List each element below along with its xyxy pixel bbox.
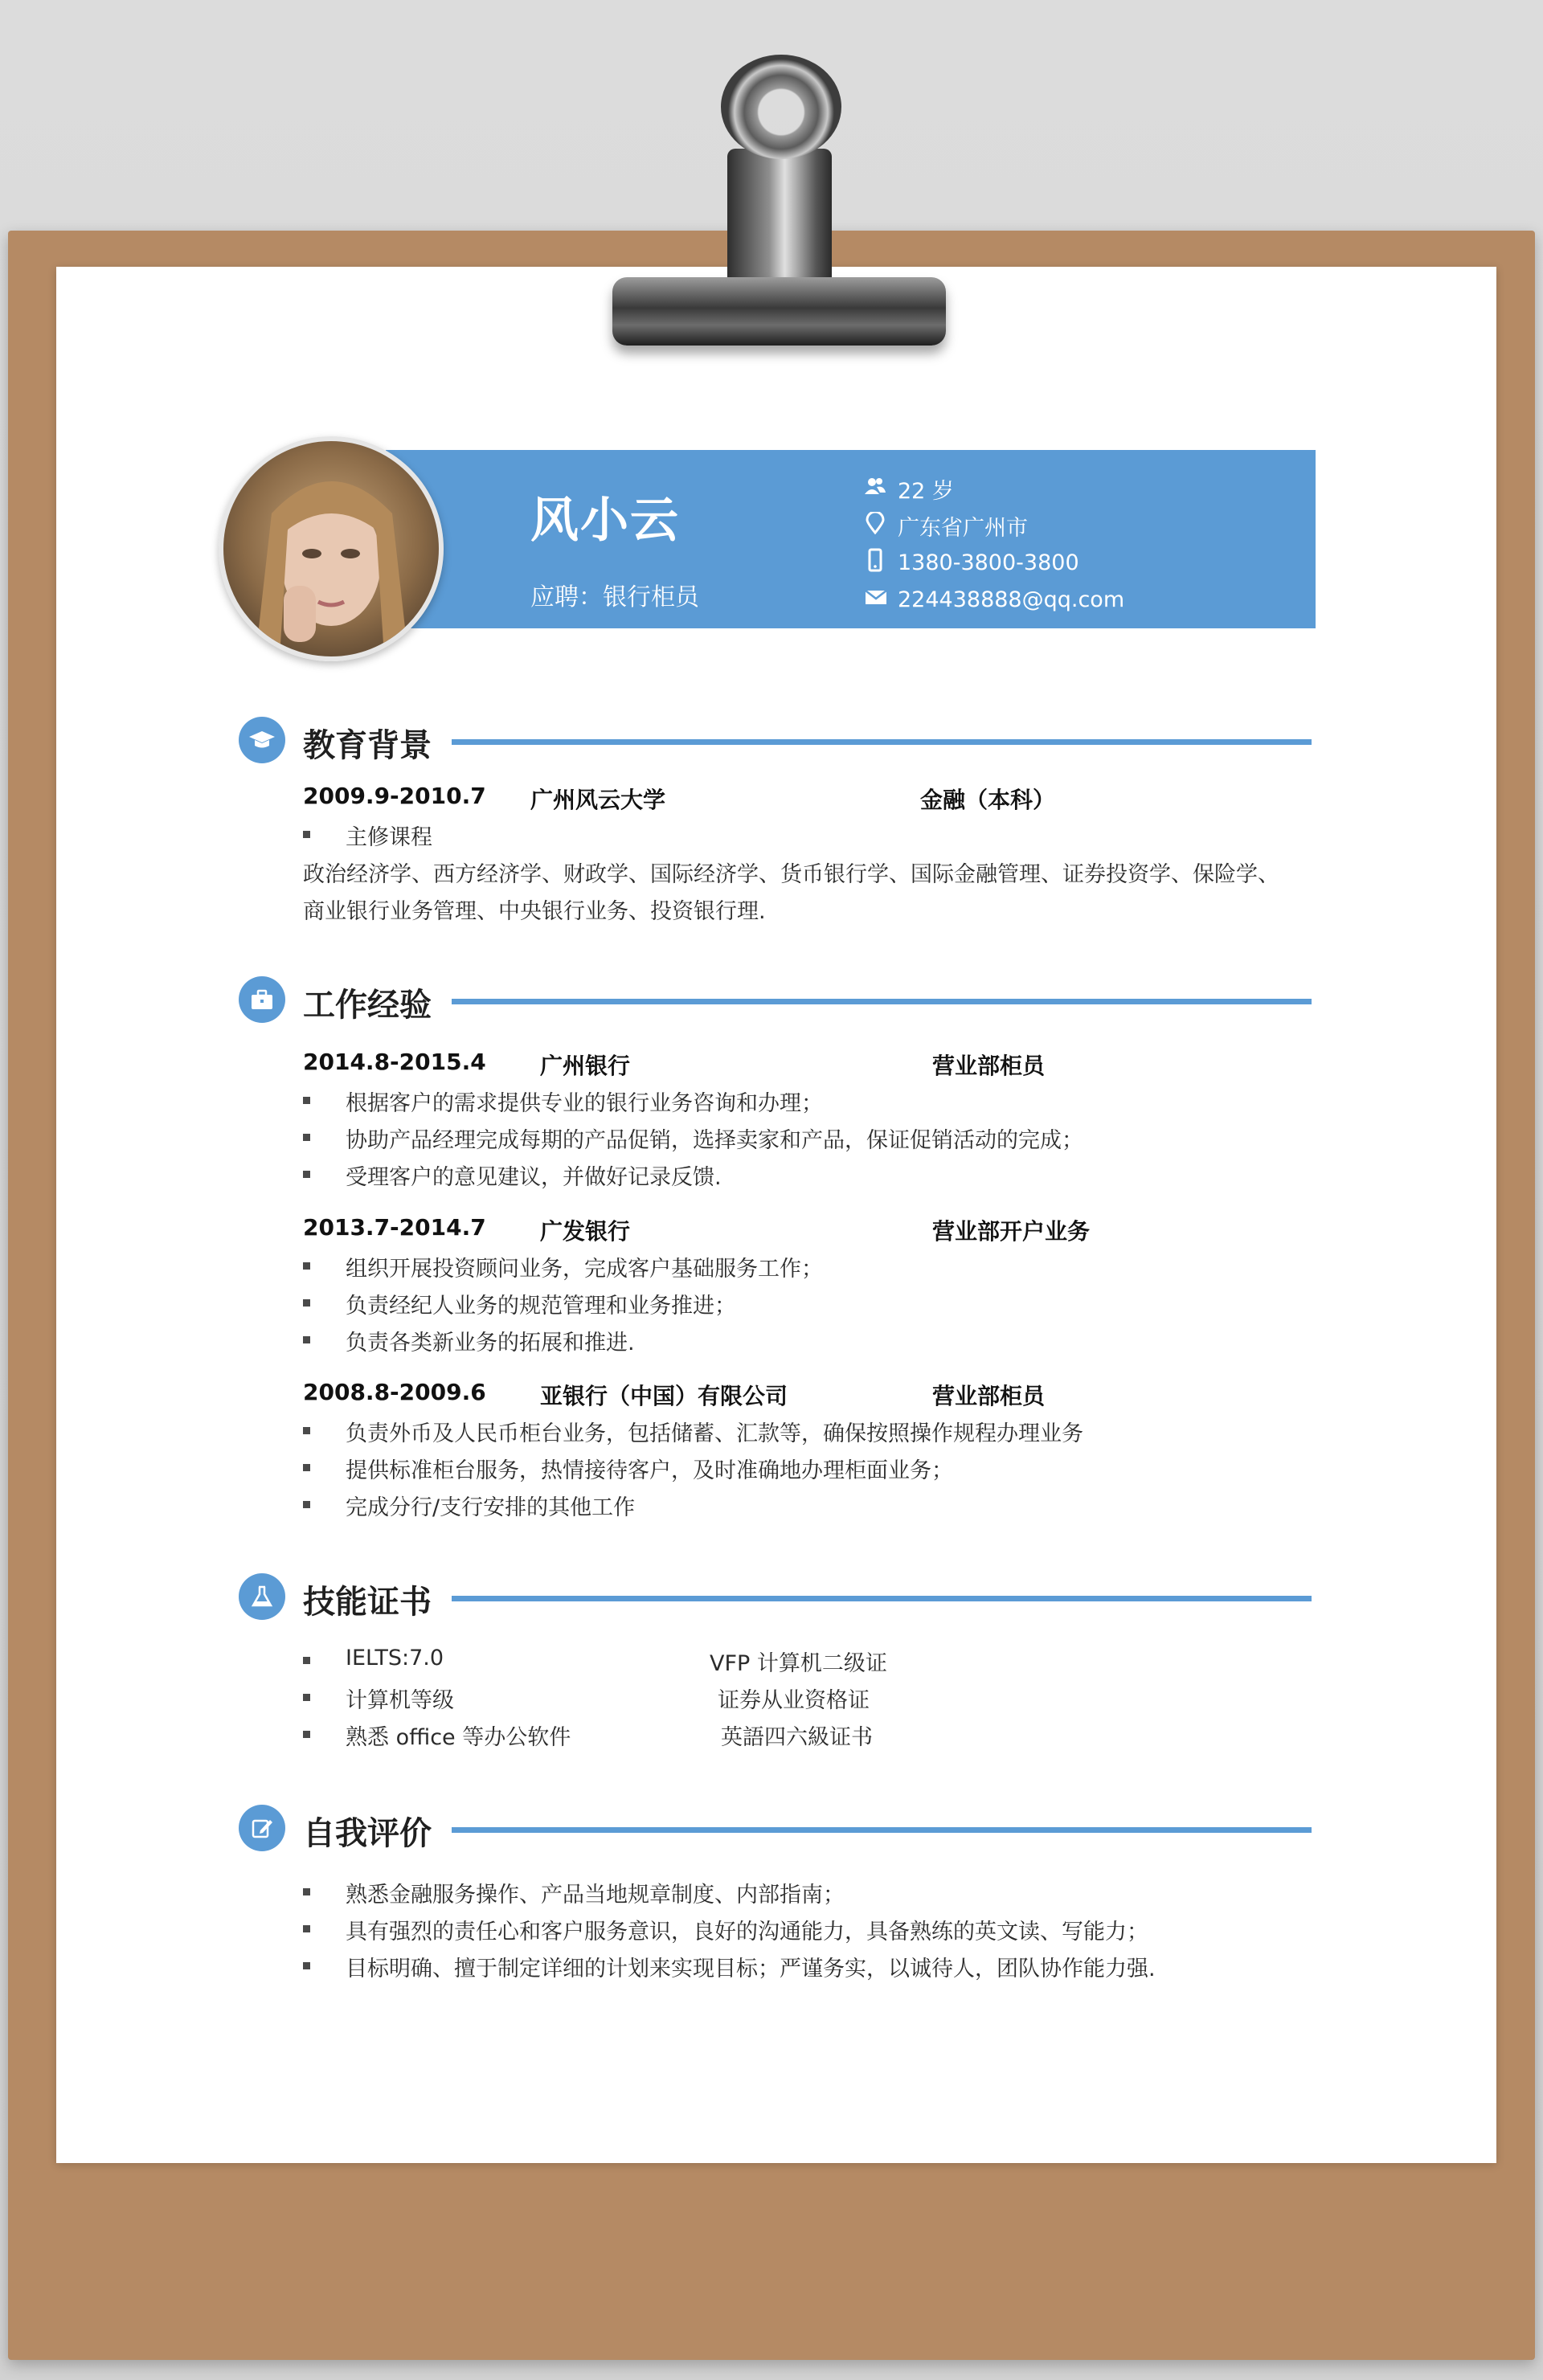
age-text: 22 岁 — [898, 478, 954, 504]
job-position: 营业部柜员 — [932, 1053, 1046, 1079]
job-duty: 完成分行/支行安排的其他工作 — [303, 1490, 635, 1521]
job-position: 营业部开户业务 — [932, 1218, 1091, 1245]
job-company: 亚银行（中国）有限公司 — [540, 1383, 788, 1409]
contact-email — [864, 581, 1124, 618]
job-duty: 负责经纪人业务的规范管理和业务推进； — [303, 1288, 736, 1319]
education-school: 广州风云大学 — [530, 787, 666, 813]
portrait-image — [223, 441, 439, 656]
user-icon — [864, 475, 898, 503]
education-courses-line: 政治经济学、西方经济学、财政学、国际经济学、货币银行学、国际金融管理、证券投资学、保险学、 — [303, 862, 1279, 887]
self-evaluation-item: 熟悉金融服务操作、产品当地规章制度、内部指南； — [303, 1877, 845, 1908]
certificate-item: VFP 计算机二级证 — [710, 1651, 887, 1676]
job-duty: 负责外币及人民币柜台业务，包括储蓄、汇款等，确保按照操作规程办理业务 — [303, 1416, 1083, 1447]
section-title: 工作经验 — [303, 987, 432, 1024]
avatar — [219, 436, 444, 661]
job-position: 营业部柜员 — [932, 1383, 1046, 1409]
briefcase-icon — [239, 976, 285, 1023]
certificate-item: 证券从业资格证 — [718, 1688, 870, 1713]
binder-clip-ring — [721, 55, 841, 159]
job-period: 2008.8-2009.6 — [303, 1379, 486, 1405]
section-title: 教育背景 — [303, 727, 432, 764]
section-work-header — [239, 975, 1312, 1024]
graduation-cap-icon — [239, 717, 285, 763]
certificate-item: 英語四六級证书 — [721, 1725, 873, 1750]
section-divider — [452, 1596, 1312, 1601]
binder-clip-base — [612, 277, 946, 346]
education-courses-line: 商业银行业务管理、中央银行业务、投资银行理. — [303, 899, 766, 924]
phone-icon — [864, 548, 898, 578]
location-pin-icon — [864, 512, 898, 540]
envelope-icon — [864, 587, 898, 612]
section-divider — [452, 999, 1312, 1004]
job-duty: 根据客户的需求提供专业的银行业务咨询和办理； — [303, 1086, 823, 1117]
contact-phone — [864, 544, 1124, 581]
self-evaluation-item: 具有强烈的责任心和客户服务意识，良好的沟通能力，具备熟练的英文读、写能力； — [303, 1914, 1148, 1945]
skill-item: 计算机等级 — [303, 1683, 454, 1714]
job-duty: 协助产品经理完成每期的产品促销，选择卖家和产品，保证促销活动的完成； — [303, 1123, 1083, 1154]
section-divider — [452, 1827, 1312, 1833]
section-title: 自我评价 — [303, 1815, 432, 1852]
contact-info — [864, 470, 1124, 618]
job-duty: 组织开展投资顾问业务，完成客户基础服务工作； — [303, 1251, 823, 1282]
job-period: 2014.8-2015.4 — [303, 1049, 486, 1075]
contact-age — [864, 470, 1124, 507]
job-duty: 受理客户的意见建议，并做好记录反馈. — [303, 1159, 722, 1191]
section-skills-header — [239, 1572, 1312, 1621]
skill-item: IELTS:7.0 — [303, 1646, 444, 1670]
education-period: 2009.9-2010.7 — [303, 783, 486, 809]
skill-item: 熟悉 office 等办公软件 — [303, 1720, 571, 1751]
email-text: 224438888@qq.com — [898, 587, 1125, 612]
section-title: 技能证书 — [303, 1584, 432, 1621]
job-duty: 提供标准柜台服务，热情接待客户，及时准确地办理柜面业务； — [303, 1453, 953, 1484]
job-duty: 负责各类新业务的拓展和推进. — [303, 1325, 635, 1356]
candidate-name: 风小云 — [530, 493, 680, 549]
job-company: 广发银行 — [540, 1218, 631, 1245]
job-company: 广州银行 — [540, 1053, 631, 1079]
section-self-evaluation-header — [239, 1803, 1312, 1853]
phone-text: 1380-3800-3800 — [898, 550, 1079, 575]
section-education-header — [239, 715, 1312, 765]
self-evaluation-item: 目标明确、擅于制定详细的计划来实现目标；严谨务实，以诚待人，团队协作能力强. — [303, 1951, 1156, 1982]
header-banner — [386, 450, 1316, 628]
education-courses-label: 主修课程 — [303, 820, 432, 851]
location-text: 广东省广州市 — [898, 515, 1028, 541]
contact-location — [864, 507, 1124, 544]
job-period: 2013.7-2014.7 — [303, 1214, 486, 1241]
education-major: 金融（本科） — [920, 787, 1056, 813]
edit-pencil-icon — [239, 1805, 285, 1851]
section-divider — [452, 739, 1312, 745]
applied-position: 应聘：银行柜员 — [530, 583, 699, 611]
flask-icon — [239, 1573, 285, 1620]
